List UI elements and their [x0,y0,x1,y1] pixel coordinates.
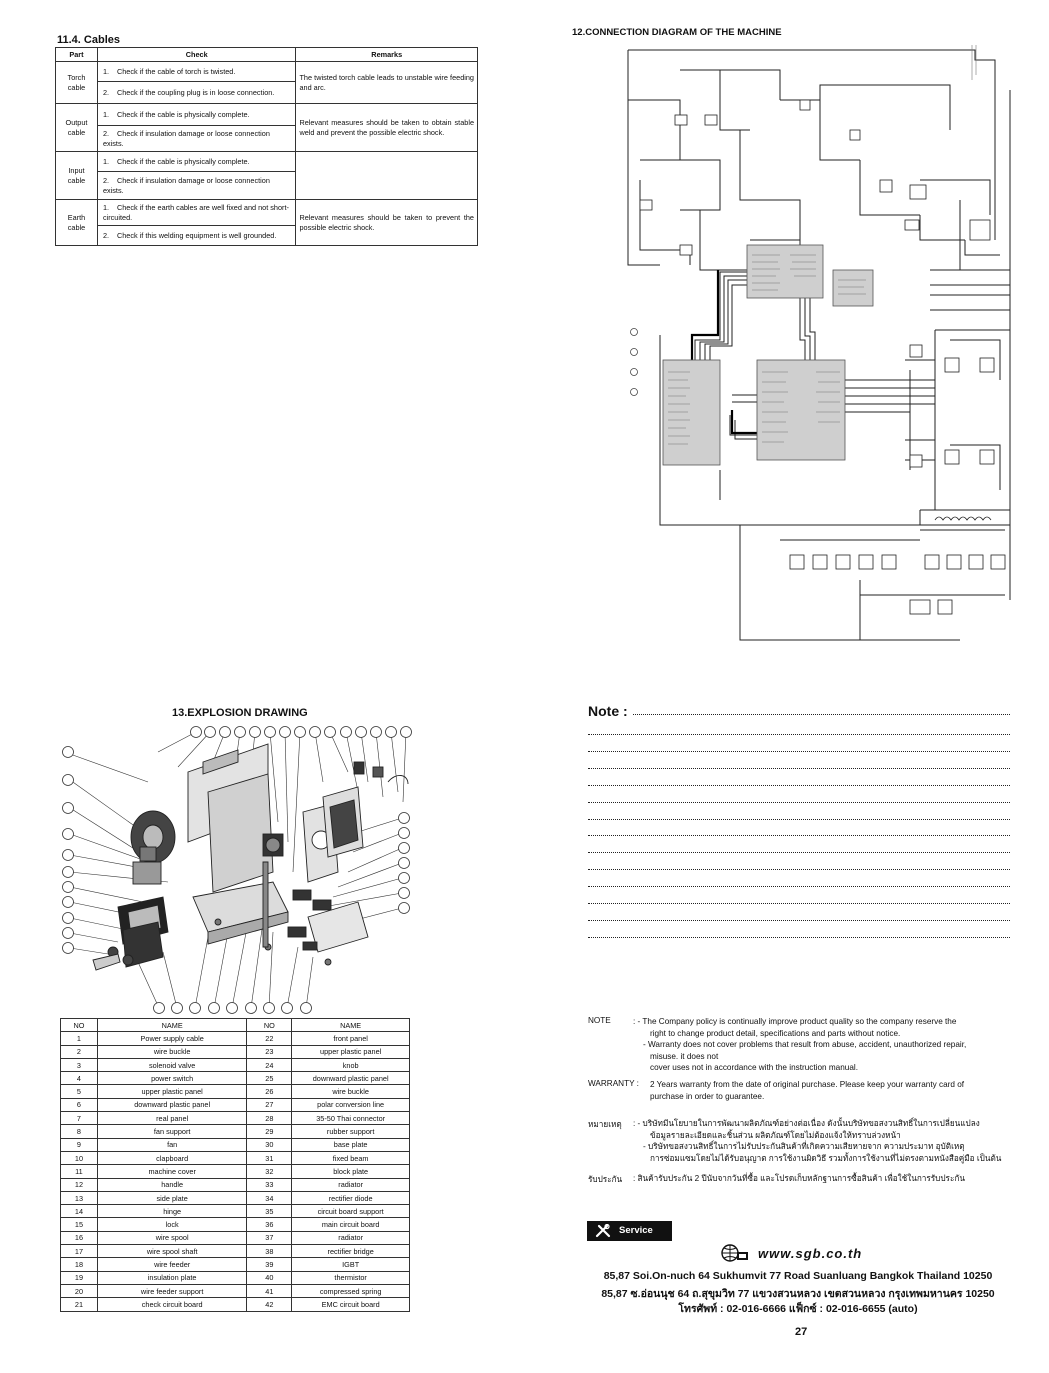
table-row [56,62,478,82]
part-name-cell: wire spool shaft [97,1245,247,1258]
thai-warranty-text: : สินค้ารับประกัน 2 ปีนับจากวันที่ซื้อ และโปรดเก็บหลักฐานการซื้อสินค้า เพื่อใช้ในการรับประกัน [633,1174,965,1183]
part-number-cell: 16 [61,1231,98,1244]
part-name-cell: handle [97,1178,247,1191]
part-number-cell: 8 [61,1125,98,1138]
part-name-cell: front panel [292,1032,410,1045]
parts-table-body [61,1032,410,1311]
part-name-cell: wire spool [97,1231,247,1244]
part-name-cell: rubber support [292,1125,410,1138]
address-english: 85,87 Soi.On-nuch 64 Sukhumvit 77 Road Suanluang Bangkok Thailand 10250 [603,1270,993,1282]
check-cell: 2. Check if insulation damage or loose connection exists. [97,126,296,152]
part-name-cell: compressed spring [292,1284,410,1297]
table-row [56,104,478,126]
check-cell: 1. Check if the earth cables are well fixed and not short-circuited. [97,200,296,226]
part-cell [56,200,98,246]
part-number-cell: 36 [247,1218,292,1231]
table-row [61,1284,410,1297]
note-line [588,751,1010,752]
part-name-cell: lock [97,1218,247,1231]
part-number-cell: 21 [61,1298,98,1311]
part-name-cell: EMC circuit board [292,1298,410,1311]
table-row [61,1258,410,1271]
note-line [588,852,1010,853]
parts-table [60,1018,410,1312]
part-number-cell: 3 [61,1058,98,1071]
part-number-cell: 14 [61,1205,98,1218]
part-number-cell: 2 [61,1045,98,1058]
column-header: NAME [97,1019,247,1032]
note-line [633,714,1010,715]
part-name-cell: wire feeder support [97,1284,247,1297]
part-number-cell: 41 [247,1284,292,1297]
part-number-cell: 28 [247,1112,292,1125]
part-number-cell: 38 [247,1245,292,1258]
check-cell: 1. Check if the cable is physically complete. [97,152,296,172]
part-name-cell: side plate [97,1191,247,1204]
part-name-cell: insulation plate [97,1271,247,1284]
part-name-cell: main circuit board [292,1218,410,1231]
service-label: Service [619,1225,653,1236]
part-number-cell: 11 [61,1165,98,1178]
part-number-cell: 33 [247,1178,292,1191]
connection-diagram [620,40,1020,655]
part-name-cell: hinge [97,1205,247,1218]
note-line [588,819,1010,820]
part-name: cable [67,222,86,232]
page-number: 27 [795,1326,808,1338]
note-label: NOTE [588,1016,611,1025]
note-line [588,869,1010,870]
part-number-cell: 37 [247,1231,292,1244]
check-cell: 2. Check if the coupling plug is in loose connection. [97,82,296,104]
part-name-cell: solenoid valve [97,1058,247,1071]
part-name: Input [68,166,85,176]
table-row [61,1045,410,1058]
part-number-cell: 4 [61,1072,98,1085]
part-number-cell: 24 [247,1058,292,1071]
part-number-cell: 29 [247,1125,292,1138]
table-row [61,1191,410,1204]
column-header: Part [56,48,98,62]
note-line [588,734,1010,735]
column-header: NAME [292,1019,410,1032]
part-name-cell: circuit board support [292,1205,410,1218]
part-number-cell: 31 [247,1151,292,1164]
part-name-cell: radiator [292,1231,410,1244]
part-cell [56,152,98,200]
part-name-cell: fixed beam [292,1151,410,1164]
part-number-cell: 7 [61,1112,98,1125]
website-link[interactable]: www.sgb.co.th [758,1246,863,1261]
remarks-cell: Relevant measures should be taken to prevent the possible electric shock. [296,200,478,246]
address-thai: 85,87 ซ.อ่อนนุช 64 ถ.สุขุมวิท 77 แขวงสวนหลวง เขตสวนหลวง กรุงเทพมหานคร 10250 [601,1288,995,1300]
table-header-row [56,48,478,62]
part-number-cell: 35 [247,1205,292,1218]
part-name-cell: downward plastic panel [292,1072,410,1085]
table-row [61,1151,410,1164]
part-number-cell: 5 [61,1085,98,1098]
part-name-cell: rectifier diode [292,1191,410,1204]
part-number-cell: 30 [247,1138,292,1151]
table-row [61,1298,410,1311]
table-row [61,1125,410,1138]
part-number-cell: 26 [247,1085,292,1098]
remarks-cell [296,152,478,200]
part-number-cell: 1 [61,1032,98,1045]
part-number-cell: 17 [61,1245,98,1258]
table-row [61,1178,410,1191]
part-number-cell: 42 [247,1298,292,1311]
table-header-row [61,1019,410,1032]
part-name-cell: wire feeder [97,1258,247,1271]
globe-computer-icon [720,1243,750,1263]
cables-section-title: 11.4. Cables [57,34,120,46]
part-number-cell: 20 [61,1284,98,1297]
note-title: Note : [588,703,628,719]
service-badge [587,1221,672,1241]
table-row [61,1058,410,1071]
part-number-cell: 9 [61,1138,98,1151]
part-number-cell: 40 [247,1271,292,1284]
check-cell: 1. Check if the cable is physically complete. [97,104,296,126]
part-number-cell: 22 [247,1032,292,1045]
part-name: cable [67,175,86,185]
part-name-cell: power switch [97,1072,247,1085]
note-line [588,920,1010,921]
part-name-cell: 35-50 Thai connector [292,1112,410,1125]
part-name-cell: upper plastic panel [292,1045,410,1058]
table-row [61,1098,410,1111]
part-name: cable [67,127,86,137]
note-line [588,937,1010,938]
note-text: : - The Company policy is continually improve product quality so the company reserve the right to change product detail, specifications and parts without notice. - Warranty does not cover problems that result from abuse, accident, unauthorized repair, misuse. it does not cover uses not in accordance with the instruction manual. [633,1017,967,1072]
part-number-cell: 32 [247,1165,292,1178]
part-name-cell: fan [97,1138,247,1151]
part-name-cell: fan support [97,1125,247,1138]
part-name-cell: real panel [97,1112,247,1125]
table-row [61,1085,410,1098]
check-cell: 2. Check if insulation damage or loose connection exists. [97,172,296,200]
note-line [588,835,1010,836]
table-row [61,1218,410,1231]
part-number-cell: 15 [61,1218,98,1231]
part-name-cell: wire buckle [292,1085,410,1098]
note-line [588,886,1010,887]
part-name-cell: upper plastic panel [97,1085,247,1098]
part-number-cell: 19 [61,1271,98,1284]
note-line [588,903,1010,904]
warranty-label: WARRANTY : [588,1079,639,1088]
part-number-cell: 13 [61,1191,98,1204]
part-name: cable [67,82,86,92]
table-row [61,1205,410,1218]
part-number-cell: 12 [61,1178,98,1191]
note-line [588,785,1010,786]
part-name-cell: block plate [292,1165,410,1178]
connection-diagram-title: 12.CONNECTION DIAGRAM OF THE MACHINE [572,27,782,38]
explosion-drawing [58,722,418,1016]
part-name-cell: check circuit board [97,1298,247,1311]
part-name-cell: rectifier bridge [292,1245,410,1258]
table-row [61,1032,410,1045]
part-number-cell: 39 [247,1258,292,1271]
part-name-cell: clapboard [97,1151,247,1164]
part-name-cell: Power supply cable [97,1032,247,1045]
table-row [61,1245,410,1258]
part-name-cell: IGBT [292,1258,410,1271]
thai-note-text: : - บริษัทมีนโยบายในการพัฒนาผลิตภัณฑ์อย่างต่อเนื่อง ดังนั้นบริษัทขอสงวนสิทธิ์ในการเปลี่ยนแปลง ข้อมูลรายละเอียดและชิ้นส่วน ผลิตภัณฑ์โดยไม่ต้องแจ้งให้ทราบล่วงหน้า - บริษัทขอสงวนสิทธิ์ในการไม่รับประกันสินค้าที่เกิดความเสียหายจาก ความประมาท อุบัติเหตุ การซ่อมแซมโดยไม่ได้รับอนุญาต การใช้งานผิดวิธี รวมทั้งการใช้งานที่ไม่ตรงตามหนังสือคู่มือ เป็นต้น [633,1119,1002,1163]
part-number-cell: 6 [61,1098,98,1111]
part-name-cell: thermistor [292,1271,410,1284]
note-line [588,768,1010,769]
part-number-cell: 25 [247,1072,292,1085]
part-name-cell: machine cover [97,1165,247,1178]
table-row [61,1072,410,1085]
remarks-cell: Relevant measures should be taken to obtain stable weld and prevent the possible electric shock. [296,104,478,152]
table-row [61,1138,410,1151]
part-number-cell: 23 [247,1045,292,1058]
part-cell [56,104,98,152]
part-name-cell: radiator [292,1178,410,1191]
table-row [61,1165,410,1178]
column-header: NO [61,1019,98,1032]
table-row [61,1231,410,1244]
part-name-cell: downward plastic panel [97,1098,247,1111]
part-name: Output [65,118,88,128]
thai-note-label: หมายเหตุ [588,1120,622,1129]
part-name-cell: knob [292,1058,410,1071]
table-row [56,200,478,226]
thai-warranty-label: รับประกัน [588,1175,623,1184]
part-cell [56,62,98,104]
column-header: Check [97,48,296,62]
part-name: Torch [67,73,86,83]
part-number-cell: 10 [61,1151,98,1164]
note-line [588,802,1010,803]
explosion-drawing-title: 13.EXPLOSION DRAWING [172,707,308,719]
cables-table [55,47,478,246]
part-number-cell: 18 [61,1258,98,1271]
part-name-cell: wire buckle [97,1045,247,1058]
check-cell: 2. Check if this welding equipment is well grounded. [97,226,296,246]
table-row [56,152,478,172]
part-name: Earth [67,213,86,223]
tools-icon [595,1224,611,1238]
part-name-cell: base plate [292,1138,410,1151]
column-header: NO [247,1019,292,1032]
table-row [61,1112,410,1125]
part-number-cell: 27 [247,1098,292,1111]
part-name-cell: polar conversion line [292,1098,410,1111]
remarks-cell: The twisted torch cable leads to unstable wire feeding and arc. [296,62,478,104]
warranty-text: 2 Years warranty from the date of original purchase. Please keep your warranty card of purchase in order to guarantee. [650,1080,965,1101]
part-number-cell: 34 [247,1191,292,1204]
column-header: Remarks [296,48,478,62]
check-cell: 1. Check if the cable of torch is twisted. [97,62,296,82]
table-row [61,1271,410,1284]
phone-fax: โทรศัพท์ : 02-016-6666 แฟ็กซ์ : 02-016-6655 (auto) [678,1303,918,1315]
